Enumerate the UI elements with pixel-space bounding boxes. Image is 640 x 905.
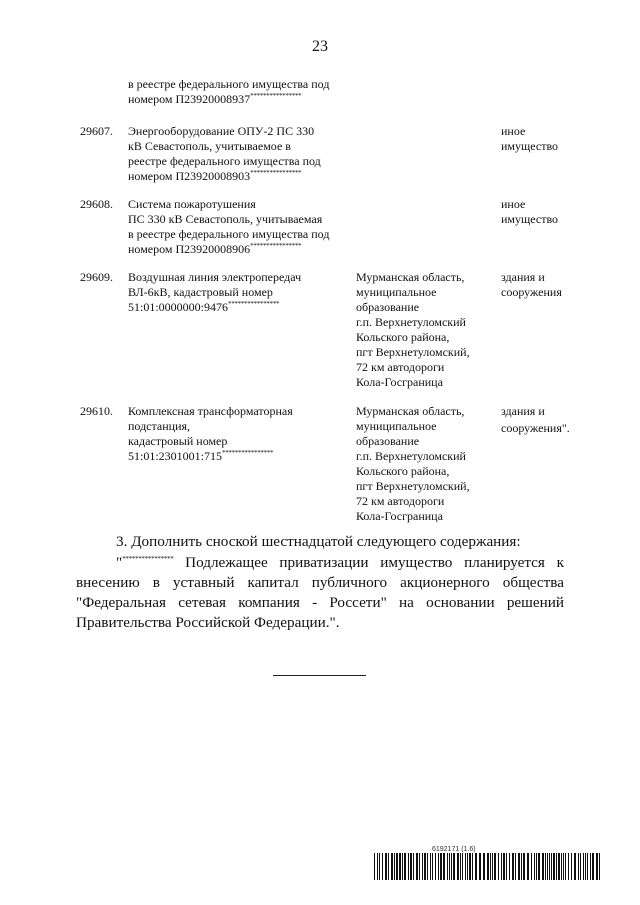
- row-4-address-line-4: г.п. Верхнетуломский: [356, 449, 466, 463]
- row-2-number: 29608.: [80, 197, 113, 211]
- row-2-name-line-1: Система пожаротушения: [128, 197, 256, 211]
- row-4-address-line-3: образование: [356, 434, 420, 448]
- row-3-address-line-1: Мурманская область,: [356, 270, 465, 284]
- row-1-name-line-1: Энергооборудование ОПУ-2 ПС 330: [128, 124, 315, 138]
- section-3-footnote-paragraph: "**************** Подлежащее приватизации имущество планируется к внесению в уставный капитал публичного акционерного общества "Федеральная сетевая компания - Россети" на основании решений Правительства Российской Федерации.".: [76, 554, 564, 631]
- row-3-address-line-5: Кольского района,: [356, 330, 450, 344]
- row-4-address-line-8: Кола-Госграница: [356, 509, 443, 523]
- row-2-name-line-4: номером П23920008906****************: [128, 242, 302, 256]
- row-4-address-line-5: Кольского района,: [356, 464, 450, 478]
- row-4-name-line-2: подстанция,: [128, 419, 191, 433]
- row-4-address-line-6: пгт Верхнетуломский,: [356, 479, 470, 493]
- row-4-address-line-7: 72 км автодороги: [356, 494, 445, 508]
- row-2-name-line-3: в реестре федерального имущества под: [128, 227, 330, 241]
- row-2-category-line-2: имущество: [501, 212, 559, 226]
- row-1-category-line-2: имущество: [501, 139, 559, 153]
- row-1-category-line-1: иное: [501, 124, 526, 138]
- row-1-number: 29607.: [80, 124, 113, 138]
- row-3-address-line-3: образование: [356, 300, 420, 314]
- row-4-category-line-1: здания и: [501, 404, 545, 418]
- row-3-name-line-1: Воздушная линия электропередач: [128, 270, 302, 284]
- row-3-address-line-7: 72 км автодороги: [356, 360, 445, 374]
- document-code: 6192171 (1.6): [432, 846, 476, 853]
- footnote-mark: ****************: [222, 449, 274, 457]
- row-3-address-line-4: г.п. Верхнетуломский: [356, 315, 466, 329]
- row-3-address-line-2: муниципальное: [356, 285, 437, 299]
- row-4-category-line-2: сооружения".: [501, 421, 570, 435]
- footnote-mark: ****************: [228, 300, 280, 308]
- row-3-address-line-8: Кола-Госграница: [356, 375, 443, 389]
- row-4-name-line-4: 51:01:2301001:715****************: [128, 449, 274, 463]
- row-1-name-line-4: номером П23920008903****************: [128, 169, 302, 183]
- row-0-name-line-2: номером П23920008937****************: [128, 92, 302, 106]
- row-3-category-line-1: здания и: [501, 270, 545, 284]
- row-3-category-line-2: сооружения: [501, 285, 562, 299]
- footnote-mark: ****************: [122, 554, 174, 563]
- row-3-number: 29609.: [80, 270, 113, 284]
- row-3-name-line-2: ВЛ-6кВ, кадастровый номер: [128, 285, 273, 299]
- row-4-address-line-2: муниципальное: [356, 419, 437, 433]
- separator-line: [273, 675, 366, 676]
- barcode: [374, 853, 604, 880]
- row-4-number: 29610.: [80, 404, 113, 418]
- footnote-mark: ****************: [250, 242, 302, 250]
- footnote-mark: ****************: [250, 92, 302, 100]
- row-3-address-line-6: пгт Верхнетуломский,: [356, 345, 470, 359]
- row-3-name-line-3: 51:01:0000000:9476****************: [128, 300, 280, 314]
- row-1-name-line-2: кВ Севастополь, учитываемое в: [128, 139, 291, 153]
- page-number: 23: [312, 38, 328, 55]
- row-4-name-line-1: Комплексная трансформаторная: [128, 404, 293, 418]
- row-4-address-line-1: Мурманская область,: [356, 404, 465, 418]
- row-1-name-line-3: реестре федерального имущества под: [128, 154, 321, 168]
- section-3-heading: 3. Дополнить сноской шестнадцатой следующего содержания:: [116, 533, 521, 550]
- footnote-mark: ****************: [250, 169, 302, 177]
- row-4-name-line-3: кадастровый номер: [128, 434, 228, 448]
- row-0-name-line-1: в реестре федерального имущества под: [128, 77, 330, 91]
- row-2-name-line-2: ПС 330 кВ Севастополь, учитываемая: [128, 212, 323, 226]
- row-2-category-line-1: иное: [501, 197, 526, 211]
